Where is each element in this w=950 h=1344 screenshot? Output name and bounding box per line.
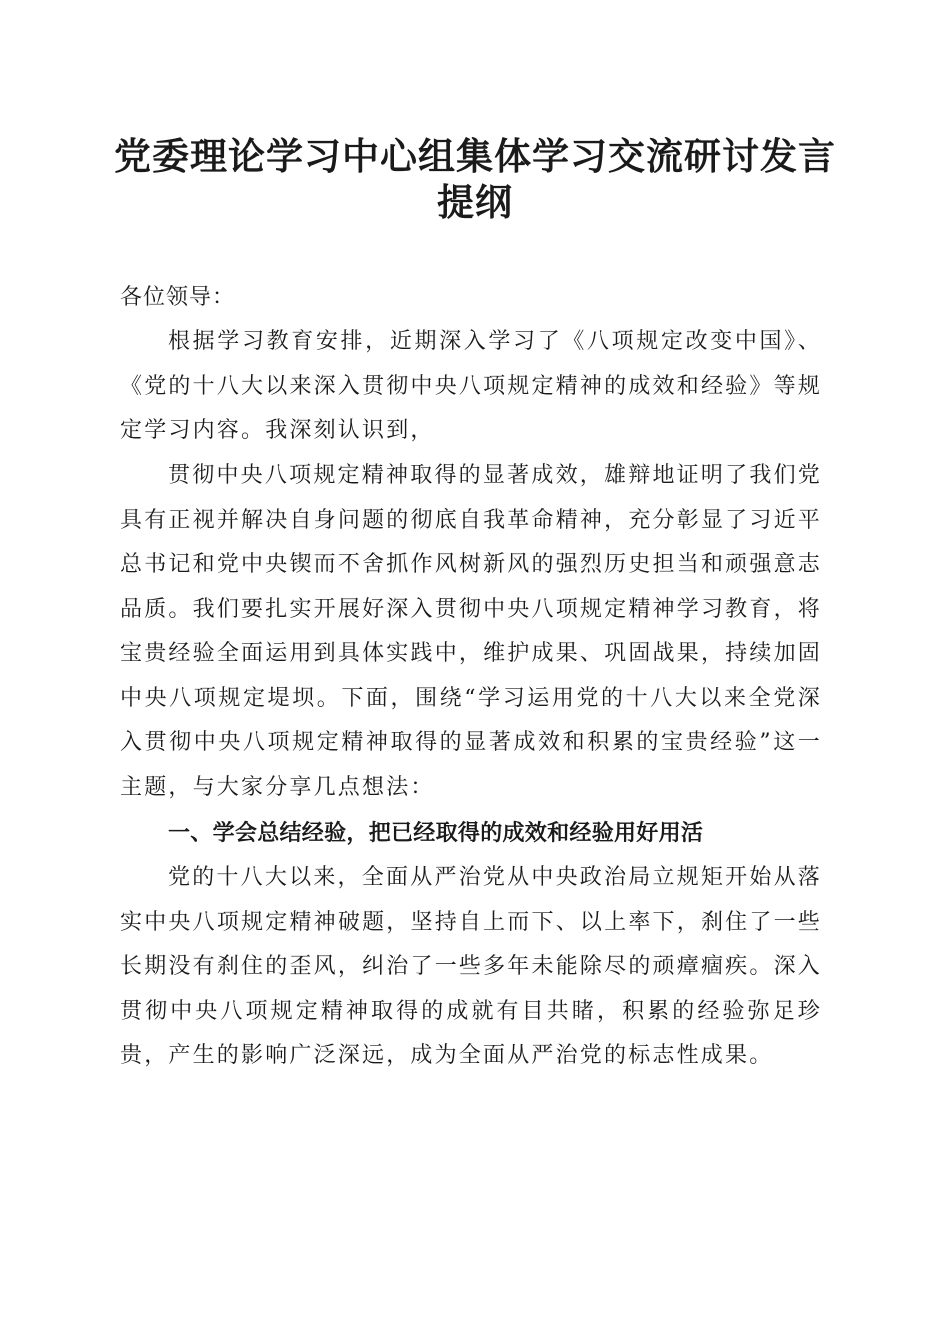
paragraph-section-1: 党的十八大以来，全面从严治党从中央政治局立规矩开始从落实中央八项规定精神破题，坚持自上而下、以上率下，刹住了一些长期没有刹住的歪风，纠治了一些多年未能除尽的顽瘴痼疾。深入贯彻中央八项规定精神取得的成就有目共睹，积累的经验弥足珍贵，产生的影响广泛深远，成为全面从严治党的标志性成果。 xyxy=(120,865,822,1068)
document-title: 党委理论学习中心组集体学习交流研讨发言提纲 xyxy=(114,134,836,224)
paragraph-intro: 根据学习教育安排，近期深入学习了《八项规定改变中国》、《党的十八大以来深入贯彻中央八项规定精神的成效和经验》等规定学习内容。我深刻认识到， xyxy=(120,329,822,443)
section-heading-1: 一、学会总结经验，把已经取得的成效和经验用好用活 xyxy=(168,821,704,846)
paragraph-significance: 贯彻中央八项规定精神取得的显著成效，雄辩地证明了我们党具有正视并解决自身问题的彻底自我革命精神，充分彰显了习近平总书记和党中央锲而不舍抓作风树新风的强烈历史担当和顽强意志品质。我们要扎实开展好深入贯彻中央八项规定精神学习教育，将宝贵经验全面运用到具体实践中，维护成果、巩固战果，持续加固中央八项规定堤坝。下面，围绕“学习运用党的十八大以来全党深入贯彻中央八项规定精神取得的显著成效和积累的宝贵经验”这一主题，与大家分享几点想法： xyxy=(120,463,822,800)
salutation: 各位领导： xyxy=(120,285,236,310)
